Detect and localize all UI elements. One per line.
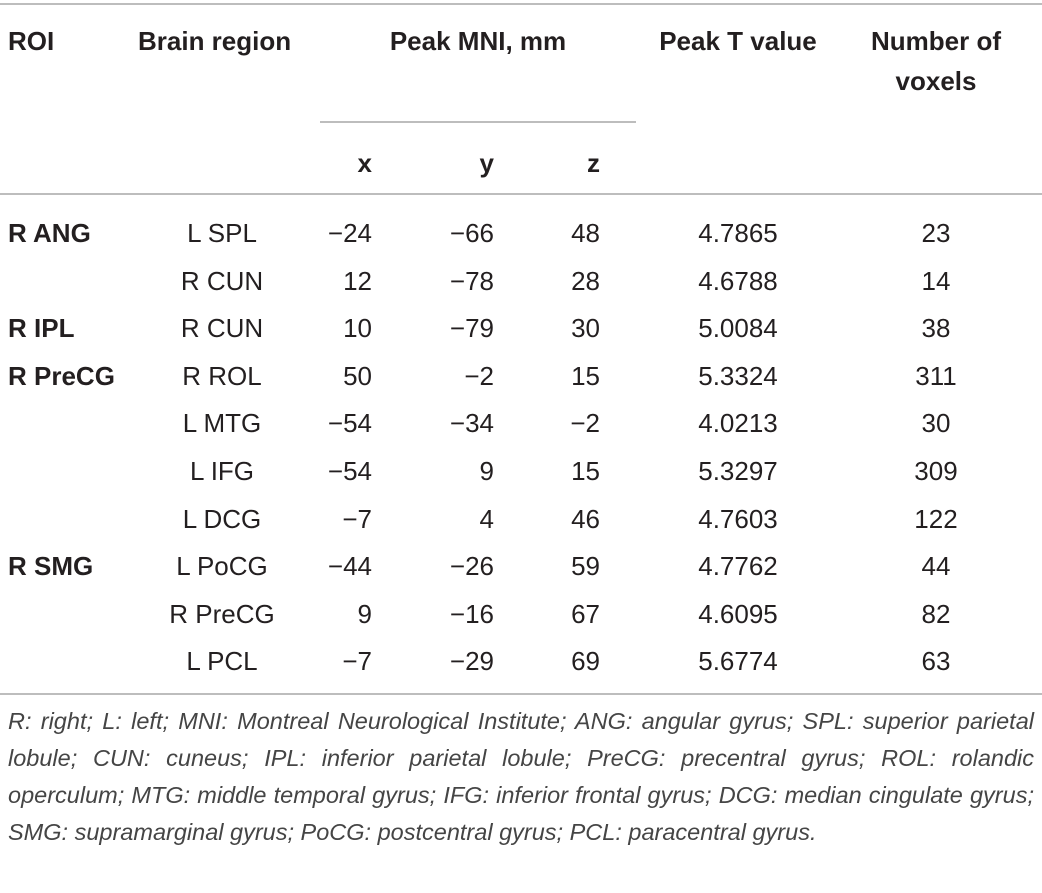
row-voxels: 63	[921, 646, 951, 676]
row-roi: R ANG	[8, 218, 91, 248]
row-x: 12	[343, 266, 372, 296]
row-x: −54	[327, 456, 372, 486]
row-roi: R IPL	[8, 313, 75, 343]
row-z: 59	[571, 551, 600, 581]
row-peak-t: 5.0084	[698, 313, 778, 343]
row-z: 15	[571, 456, 600, 486]
row-voxels: 44	[921, 551, 951, 581]
header-z: z	[587, 148, 600, 178]
row-y: −78	[449, 266, 494, 296]
row-y: −29	[449, 646, 494, 676]
row-z: 28	[571, 266, 600, 296]
header-brain-region: Brain region	[138, 26, 292, 56]
row-voxels: 311	[915, 361, 957, 391]
row-z: 69	[571, 646, 600, 676]
header-number-of-voxels	[850, 21, 1022, 101]
row-z: 67	[571, 599, 600, 629]
row-brain-region: R ROL	[182, 361, 262, 391]
row-brain-region: L IFG	[189, 456, 255, 486]
row-x: −44	[327, 551, 372, 581]
row-x: 9	[357, 599, 372, 629]
row-x: −54	[327, 408, 372, 438]
row-voxels: 309	[914, 456, 958, 486]
row-z: 46	[571, 504, 600, 534]
row-y: −2	[464, 361, 494, 391]
row-z: 48	[571, 218, 600, 248]
row-brain-region: L PCL	[186, 646, 258, 676]
row-z: 30	[571, 313, 600, 343]
row-peak-t: 5.3324	[698, 361, 778, 391]
row-x: −7	[342, 646, 372, 676]
row-voxels: 23	[921, 218, 951, 248]
row-peak-t: 4.6095	[698, 599, 778, 629]
row-y: 4	[479, 504, 494, 534]
row-peak-t: 5.3297	[698, 456, 778, 486]
row-x: 50	[343, 361, 372, 391]
mni-subheader-rule	[320, 121, 636, 123]
row-brain-region: L DCG	[182, 504, 262, 534]
row-z: −2	[570, 408, 600, 438]
row-brain-region: L SPL	[187, 218, 257, 248]
row-y: −79	[449, 313, 494, 343]
table-top-rule	[0, 3, 1042, 5]
row-voxels: 14	[921, 266, 951, 296]
row-voxels: 30	[921, 408, 951, 438]
row-brain-region: L MTG	[182, 408, 262, 438]
table-footnote: R: right; L: left; MNI: Montreal Neurological Institute; ANG: angular gyrus; SPL: superior parietal lobule; CUN: cuneus; IPL: inferior parietal lobule; PreCG: precentral gyrus; ROL: rolandic operculum; MTG: middle temporal gyrus; IFG: inferior frontal gyrus; DCG: median cingulate gyrus; SMG: supramarginal gyrus; PoCG: postcentral gyrus; PCL: paracentral gyrus.	[8, 708, 1034, 845]
row-brain-region: R PreCG	[169, 599, 275, 629]
row-peak-t: 4.6788	[698, 266, 778, 296]
row-y: 9	[479, 456, 494, 486]
header-y: y	[479, 148, 494, 178]
row-y: −16	[449, 599, 494, 629]
header-roi: ROI	[8, 26, 55, 56]
row-voxels: 38	[921, 313, 951, 343]
header-peak-t: Peak T value	[659, 26, 817, 56]
table-bottom-rule	[0, 693, 1042, 695]
header-bottom-rule	[0, 193, 1042, 195]
row-peak-t: 4.7865	[698, 218, 778, 248]
row-x: 10	[343, 313, 372, 343]
row-brain-region: R CUN	[180, 313, 264, 343]
row-brain-region: R CUN	[180, 266, 264, 296]
row-y: −34	[449, 408, 494, 438]
header-number-line1: Number of	[871, 26, 1001, 56]
row-peak-t: 4.7762	[698, 551, 778, 581]
row-x: −24	[327, 218, 372, 248]
row-voxels: 122	[914, 504, 958, 534]
row-roi: R PreCG	[8, 361, 115, 391]
header-x: x	[357, 148, 372, 178]
row-peak-t: 5.6774	[698, 646, 778, 676]
row-peak-t: 4.0213	[698, 408, 778, 438]
header-peak-mni: Peak MNI, mm	[389, 26, 567, 56]
row-voxels: 82	[921, 599, 951, 629]
row-z: 15	[571, 361, 600, 391]
row-x: −7	[342, 504, 372, 534]
row-roi: R SMG	[8, 551, 94, 581]
row-brain-region: L PoCG	[176, 551, 268, 581]
row-y: −26	[449, 551, 494, 581]
row-peak-t: 4.7603	[698, 504, 778, 534]
header-number-line2: voxels	[895, 66, 977, 96]
row-y: −66	[449, 218, 494, 248]
